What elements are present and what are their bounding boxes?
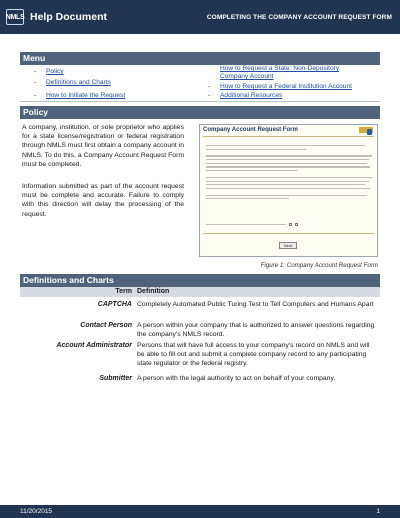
form-screenshot-title: Company Account Request Form — [203, 127, 298, 133]
menu-link-federal-request[interactable]: How to Request a Federal Institution Account — [220, 83, 352, 90]
footer-date: 11/20/2015 — [20, 508, 53, 515]
form-next-button: Next — [279, 242, 297, 249]
definition-cell: Persons that will have full access to your company's record on NMLS and will be able to fill out and submit a complete company record to any participating state regulator or the federal registry. — [137, 342, 370, 367]
document-header — [0, 0, 400, 34]
definitions-heading: Definitions and Charts — [20, 274, 380, 287]
policy-heading: Policy — [20, 106, 380, 119]
definition-cell: A person within your company that is authorized to answer questions regarding the company's NMLS record. — [137, 322, 375, 338]
term-cell: Contact Person — [80, 322, 132, 329]
menu-links: - Policy - Definitions and Charts - How to Initiate the Request How to Request a State: Non-Depository Company Account - How to Request a Federal Institution Account - Additional Resources — [20, 64, 380, 102]
document-section-title: COMPLETING THE COMPANY ACCOUNT REQUEST FORM — [206, 13, 392, 21]
policy-paragraph-1: A company, institution, or sole proprietor who applies for a state license/registration or federal registration through NMLS must first obtain a company account in NMLS. To do this, a Company Account Request Form must be completed. — [22, 124, 184, 168]
menu-link-policy[interactable]: Policy — [46, 68, 64, 75]
figure-caption: Figure 1: Company Account Request Form — [260, 262, 378, 269]
term-cell: Account Administrator — [56, 342, 132, 349]
form-nmls-record-question — [206, 223, 298, 226]
help-icon — [359, 127, 373, 133]
definition-column-header: Definition — [137, 288, 170, 295]
document-footer — [0, 505, 400, 518]
menu-link-initiate-request[interactable]: How to Initiate the Request — [46, 92, 126, 99]
company-account-request-form-screenshot — [199, 124, 378, 257]
nmls-logo-icon: NMLS — [6, 9, 24, 25]
menu-link-state-request[interactable]: How to Request a State: Non-Depository Company Account — [220, 65, 340, 80]
form-instruction-text-lines — [206, 145, 372, 202]
definition-cell: Completely Automated Public Turing Test to Tell Computers and Humans Apart — [137, 301, 374, 308]
yes-radio-icon — [289, 223, 292, 226]
term-cell: Submitter — [99, 375, 132, 382]
no-radio-icon — [295, 223, 298, 226]
menu-link-additional-resources[interactable]: Additional Resources — [220, 92, 283, 99]
policy-paragraph-2: Information submitted as part of the account request must be complete and accurate. Failure to comply with this direction will delay the processing of the request. — [22, 183, 184, 218]
document-title: Help Document — [30, 11, 108, 23]
menu-link-definitions[interactable]: Definitions and Charts — [46, 79, 111, 86]
definition-cell: A person with the legal authority to act on behalf of your company. — [137, 375, 336, 382]
menu-heading: Menu — [20, 52, 380, 65]
definitions-table-header — [20, 287, 380, 297]
term-column-header: Term — [115, 288, 132, 295]
term-cell: CAPTCHA — [97, 301, 132, 308]
page-number: 1 — [376, 508, 380, 515]
